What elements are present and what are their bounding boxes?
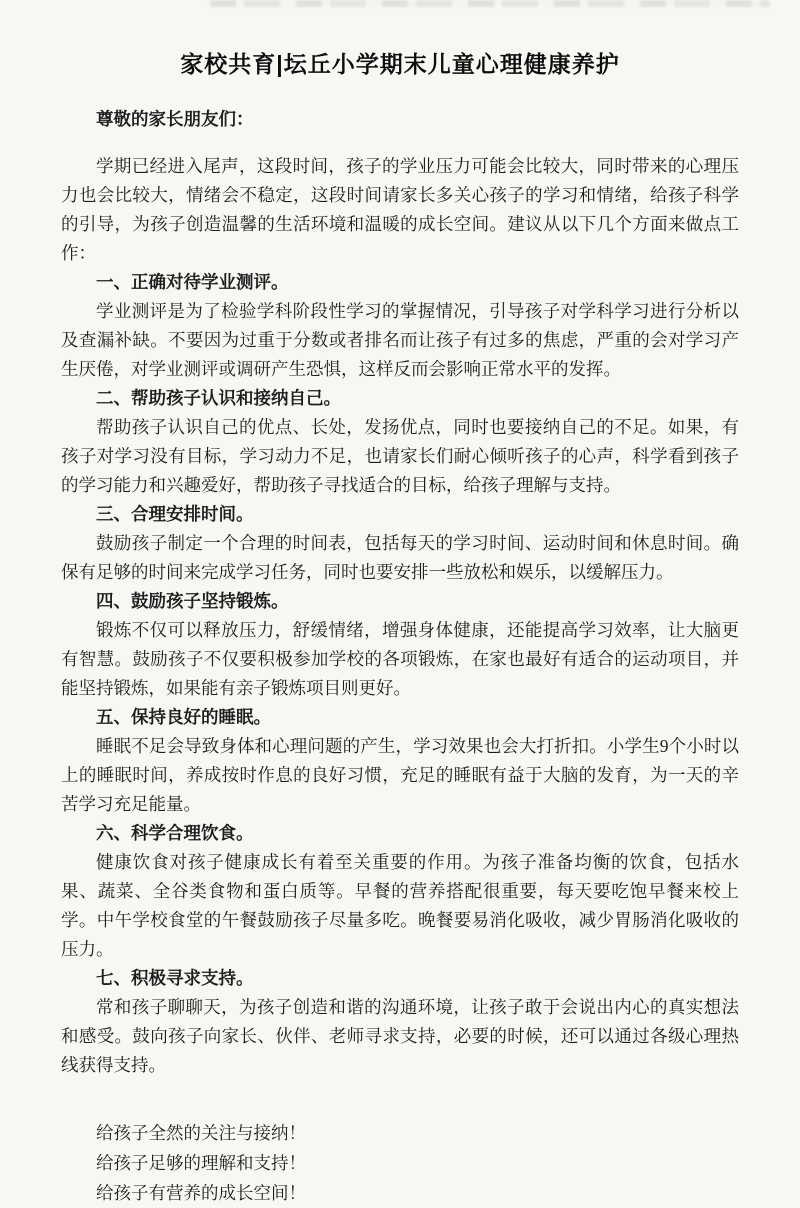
section-7-heading: 七、积极寻求支持。 bbox=[96, 967, 254, 988]
closing-block bbox=[61, 1118, 739, 1208]
section-1-heading: 一、正确对待学业测评。 bbox=[96, 271, 289, 292]
section-4-heading: 四、鼓励孩子坚持锻炼。 bbox=[96, 590, 289, 611]
section-7-body: 常和孩子聊聊天，为孩子创造和谐的沟通环境，让孩子敢于会说出内心的真实想法和感受。鼓向孩子向家长、伙伴、老师寻求支持，必要的时候，还可以通过各级心理热线获得支持。 bbox=[61, 996, 739, 1075]
salutation: 尊敬的家长朋友们： bbox=[96, 109, 254, 129]
section-5-heading: 五、保持良好的睡眠。 bbox=[96, 706, 271, 727]
section-5-body: 睡眠不足会导致身体和心理问题的产生，学习效果也会大打折扣。小学生9个小时以上的睡眠时间，养成按时作息的良好习惯，充足的睡眠有益于大脑的发育，为一天的辛苦学习充足能量。 bbox=[61, 735, 739, 814]
section-6-body: 健康饮食对孩子健康成长有着至关重要的作用。为孩子准备均衡的饮食，包括水果、蔬菜、全谷类食物和蛋白质等。早餐的营养搭配很重要，每天要吃饱早餐来校上学。中午学校食堂的午餐鼓励孩子尽量多吃。晚餐要易消化吸收，减少胃肠消化吸收的压力。 bbox=[61, 851, 739, 959]
closing-line-3: 给孩子有营养的成长空间！ bbox=[96, 1182, 306, 1203]
document-body bbox=[61, 105, 739, 1208]
section-4-body: 锻炼不仅可以释放压力，舒缓情绪，增强身体健康，还能提高学习效率，让大脑更有智慧。鼓励孩子不仅要积极参加学校的各项锻炼，在家也最好有适合的运动项目，并能坚持锻炼，如果能有亲子锻炼项目则更好。 bbox=[61, 619, 739, 698]
closing-line-2: 给孩子足够的理解和支持！ bbox=[96, 1152, 306, 1173]
scan-artifact-top bbox=[210, 0, 770, 7]
section-3-heading: 三、合理安排时间。 bbox=[96, 503, 254, 524]
closing-line-1: 给孩子全然的关注与接纳！ bbox=[96, 1122, 306, 1143]
section-2-heading: 二、帮助孩子认识和接纳自己。 bbox=[96, 387, 341, 408]
section-3-body: 鼓励孩子制定一个合理的时间表，包括每天的学习时间、运动时间和休息时间。确保有足够的时间来完成学习任务，同时也要安排一些放松和娱乐，以缓解压力。 bbox=[61, 532, 739, 582]
section-6-heading: 六、科学合理饮食。 bbox=[96, 822, 254, 843]
section-2-body: 帮助孩子认识自己的优点、长处，发扬优点，同时也要接纳自己的不足。如果，有孩子对学习没有目标，学习动力不足，也请家长们耐心倾听孩子的心声，科学看到孩子的学习能力和兴趣爱好，帮助孩子寻找适合的目标，给孩子理解与支持。 bbox=[61, 416, 739, 495]
section-1-body: 学业测评是为了检验学科阶段性学习的掌握情况，引导孩子对学科学习进行分析以及查漏补缺。不要因为过重于分数或者排名而让孩子有过多的焦虑，严重的会对学习产生厌倦，对学业测评或调研产生恐惧，这样反而会影响正常水平的发挥。 bbox=[61, 300, 739, 379]
intro-paragraph: 学期已经进入尾声，这段时间，孩子的学业压力可能会比较大，同时带来的心理压力也会比较大，情绪会不稳定，这段时间请家长多关心孩子的学习和情绪，给孩子科学的引导，为孩子创造温馨的生活环境和温暖的成长空间。建议从以下几个方面来做点工作： bbox=[61, 155, 739, 263]
document-title: 家校共育|坛丘小学期末儿童心理健康养护 bbox=[180, 51, 620, 77]
